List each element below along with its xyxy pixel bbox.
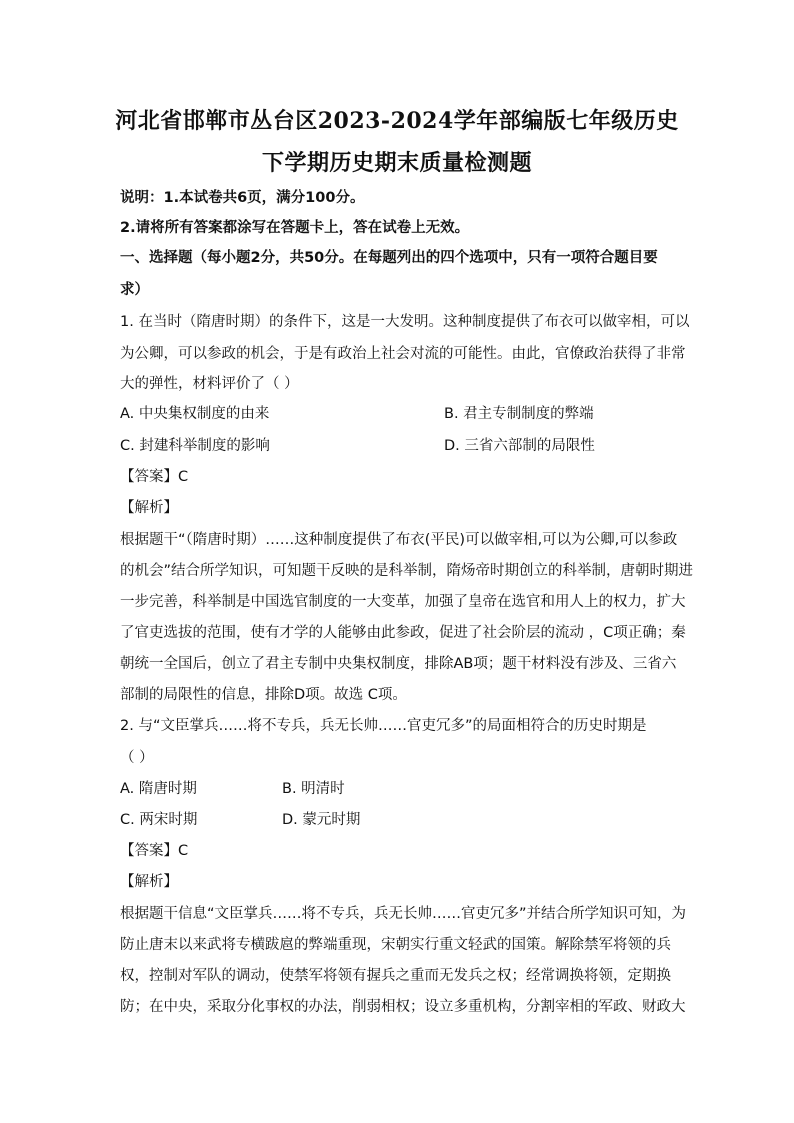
q1-analysis-line: 了官吏选拔的范围，使有才学的人能够由此参政，促进了社会阶层的流动 ，C项正确；秦 <box>120 625 686 641</box>
note-answer-sheet: 2.请将所有答案都涂写在答题卡上，答在试卷上无效。 <box>120 220 470 236</box>
q1-option-b: B. 君主专制制度的弊端 <box>444 406 594 422</box>
q1-analysis-line: 根据题干“（隋唐时期）……这种制度提供了布衣(平民)可以做宰相,可以为公卿,可以参政 <box>120 532 678 548</box>
q1-analysis-line: 部制的局限性的信息，排除D项。故选 C项。 <box>120 687 407 703</box>
q1-stem-line: 为公卿，可以参政的机会，于是有政治上社会对流的可能性。由此，官僚政治获得了非常 <box>120 346 686 362</box>
q1-analysis-line: 朝统一全国后，创立了君主专制中央集权制度，排除AB项；题干材料没有涉及、三省六 <box>120 656 677 672</box>
q1-analysis-title: 【解析】 <box>120 500 178 516</box>
q2-analysis-line: 根据题干信息“文臣掌兵……将不专兵，兵无长帅……官吏冗多”并结合所学知识可知，为 <box>120 906 687 922</box>
q1-answer: 【答案】C <box>120 469 189 485</box>
q2-option-d: D. 蒙元时期 <box>282 812 361 828</box>
q1-option-c: C. 封建科举制度的影响 <box>120 438 270 454</box>
q2-stem-line: 2. 与“文臣掌兵……将不专兵，兵无长帅……官吏冗多”的局面相符合的历史时期是 <box>120 718 647 734</box>
q2-option-b: B. 明清时 <box>282 781 345 797</box>
section-heading-line1: 一、选择题（每小题2分，共50分。在每题列出的四个选项中，只有一项符合题目要 <box>120 250 658 266</box>
note-pages: 说明：1.本试卷共6页，满分100分。 <box>120 190 365 206</box>
q2-analysis-line: 防止唐末以来武将专横跋扈的弊端重现，宋朝实行重文轻武的国策。解除禁军将领的兵 <box>120 937 671 953</box>
q2-analysis-title: 【解析】 <box>120 874 178 890</box>
q1-stem-line: 1. 在当时（隋唐时期）的条件下，这是一大发明。这种制度提供了布衣可以做宰相，可以 <box>120 314 690 330</box>
q1-stem-line: 大的弹性，材料评价了（ ） <box>120 376 299 392</box>
q1-analysis-line: 的机会”结合所学知识，可知题干反映的是科举制，隋炀帝时期创立的科举制，唐朝时期进 <box>120 563 694 579</box>
q1-analysis-line: 一步完善，科举制是中国选官制度的一大变革，加强了皇帝在选官和用人上的权力，扩大 <box>120 594 686 610</box>
q1-option-a: A. 中央集权制度的由来 <box>120 406 270 422</box>
q2-analysis-line: 权，控制对军队的调动，使禁军将领有握兵之重而无发兵之权；经常调换将领，定期换 <box>120 968 671 984</box>
q1-option-d: D. 三省六部制的局限性 <box>444 438 595 454</box>
page-title-line2: 下学期历史期末质量检测题 <box>261 150 532 176</box>
q2-stem-line: （ ） <box>120 750 154 766</box>
q2-answer: 【答案】C <box>120 843 189 859</box>
q2-analysis-line: 防；在中央，采取分化事权的办法，削弱相权；设立多重机构，分割宰相的军政、财政大 <box>120 999 686 1015</box>
section-heading-line2: 求） <box>120 282 149 298</box>
q2-option-c: C. 两宋时期 <box>120 812 198 828</box>
q2-option-a: A. 隋唐时期 <box>120 781 197 797</box>
page-title-line1: 河北省邯郸市丛台区2023-2024学年部编版七年级历史 <box>115 108 679 134</box>
